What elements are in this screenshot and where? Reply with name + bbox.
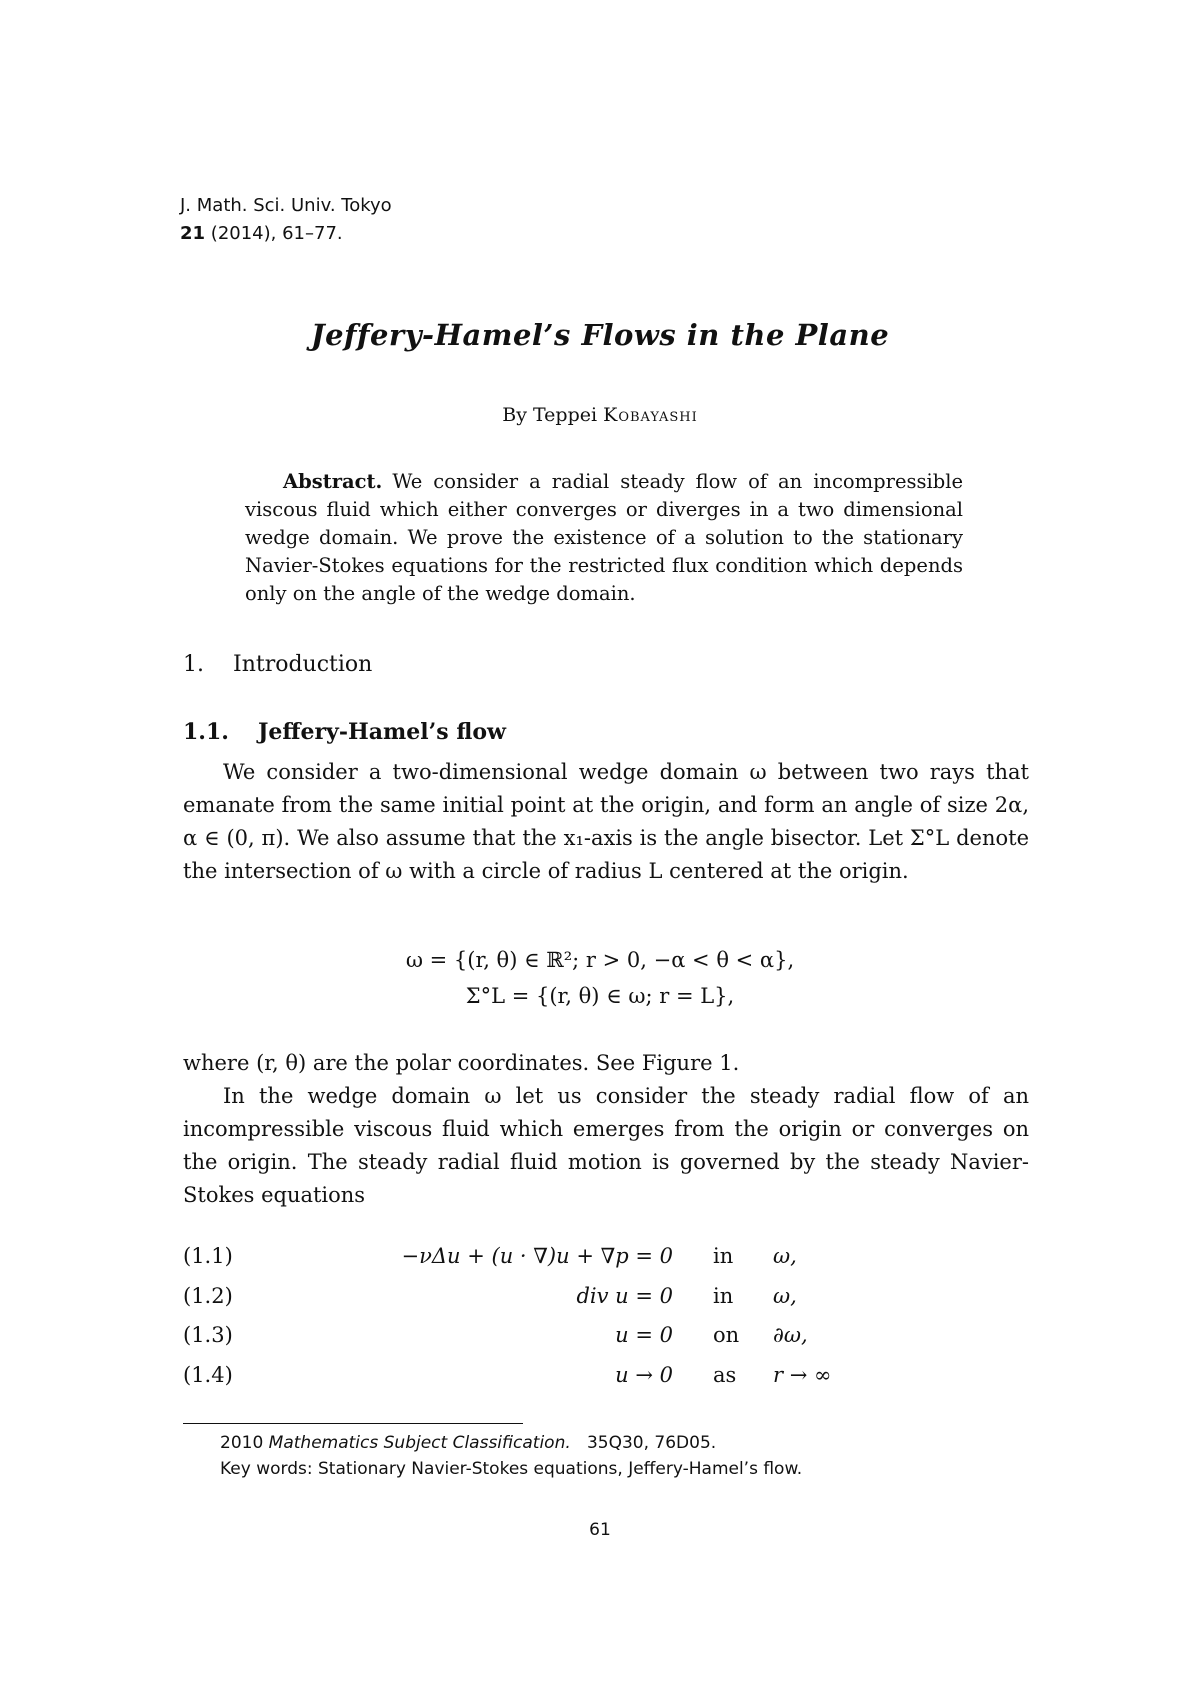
volume-line bbox=[180, 220, 392, 248]
page-number: 61 bbox=[589, 1520, 611, 1540]
subsection-number: 1.1. bbox=[183, 719, 229, 745]
author-surname: Kobayashi bbox=[603, 404, 698, 426]
paragraph-polar: where (r, θ) are the polar coordinates. See Figure 1. bbox=[183, 1051, 740, 1075]
msc-year: 2010 bbox=[220, 1433, 264, 1453]
paragraph-navier-stokes: In the wedge domain ω let us consider the steady radial flow of an incompressible viscous fluid which emerges from the origin or converges on the origin. The steady radial fluid motion is governed by the steady Navier-Stokes equations bbox=[183, 1084, 1029, 1207]
equation-label: (1.1) bbox=[183, 1244, 233, 1268]
equation-word: in bbox=[713, 1244, 734, 1268]
equation-row bbox=[183, 1323, 1029, 1357]
equation-word: in bbox=[713, 1284, 734, 1308]
equation-sigma: Σ°L = {(r, θ) ∈ ω; r = L}, bbox=[465, 984, 735, 1008]
subsection-title: Jeffery-Hamel’s flow bbox=[258, 719, 506, 745]
footnote-msc bbox=[220, 1433, 716, 1453]
equation-word: as bbox=[713, 1363, 737, 1387]
abstract-label: Abstract. bbox=[283, 470, 383, 493]
journal-name: J. Math. Sci. Univ. Tokyo bbox=[180, 195, 392, 216]
footnote-keywords: Key words: Stationary Navier-Stokes equations, Jeffery-Hamel’s flow. bbox=[220, 1459, 803, 1479]
equation-rhs: ω, bbox=[773, 1244, 797, 1268]
section-heading bbox=[183, 652, 372, 677]
equation-lhs: div u = 0 bbox=[576, 1284, 673, 1308]
msc-label: Mathematics Subject Classification. bbox=[268, 1433, 571, 1453]
equation-rhs: ∂ω, bbox=[773, 1323, 808, 1347]
equation-lhs: −νΔu + (u · ∇)u + ∇p = 0 bbox=[401, 1244, 673, 1268]
equation-lhs: u = 0 bbox=[615, 1323, 673, 1347]
section-number: 1. bbox=[183, 652, 204, 677]
abstract bbox=[245, 468, 963, 608]
equation-label: (1.3) bbox=[183, 1323, 233, 1347]
msc-codes: 35Q30, 76D05. bbox=[586, 1433, 717, 1453]
footnote-rule bbox=[183, 1423, 523, 1424]
paragraph-wedge-domain: We consider a two-dimensional wedge domain ω between two rays that emanate from the same initial point at the origin, and form an angle of size 2α, α ∈ (0, π). We also assume that the x₁-axis is the angle bisector. Let Σ°L denote the intersection of ω with a circle of radius L centered at the origin. bbox=[183, 760, 1029, 883]
equation-word: on bbox=[713, 1323, 740, 1347]
paper-title: Jeffery-Hamel’s Flows in the Plane bbox=[310, 318, 890, 352]
abstract-text: We consider a radial steady flow of an incompressible viscous fluid which either converges or diverges in a two dimensional wedge domain. We prove the existence of a solution to the stationary Navier-Stokes equations for the restricted flux condition which depends only on the angle of the wedge domain. bbox=[245, 470, 963, 605]
equation-rhs: ω, bbox=[773, 1284, 797, 1308]
equation-label: (1.2) bbox=[183, 1284, 233, 1308]
equation-lhs: u → 0 bbox=[615, 1363, 673, 1387]
author-prefix: By Teppei bbox=[502, 404, 598, 426]
issue-info: (2014), 61–77. bbox=[210, 223, 343, 244]
volume-number: 21 bbox=[180, 223, 206, 244]
journal-header bbox=[180, 192, 392, 248]
author-line bbox=[0, 404, 1200, 426]
section-title: Introduction bbox=[233, 652, 373, 677]
equation-omega: ω = {(r, θ) ∈ ℝ²; r > 0, −α < θ < α}, bbox=[405, 948, 795, 972]
equation-rhs: r → ∞ bbox=[773, 1363, 832, 1387]
subsection-heading bbox=[183, 719, 506, 745]
equation-row bbox=[183, 1284, 1029, 1318]
equation-row bbox=[183, 1244, 1029, 1278]
equation-label: (1.4) bbox=[183, 1363, 233, 1387]
equation-row bbox=[183, 1363, 1029, 1397]
